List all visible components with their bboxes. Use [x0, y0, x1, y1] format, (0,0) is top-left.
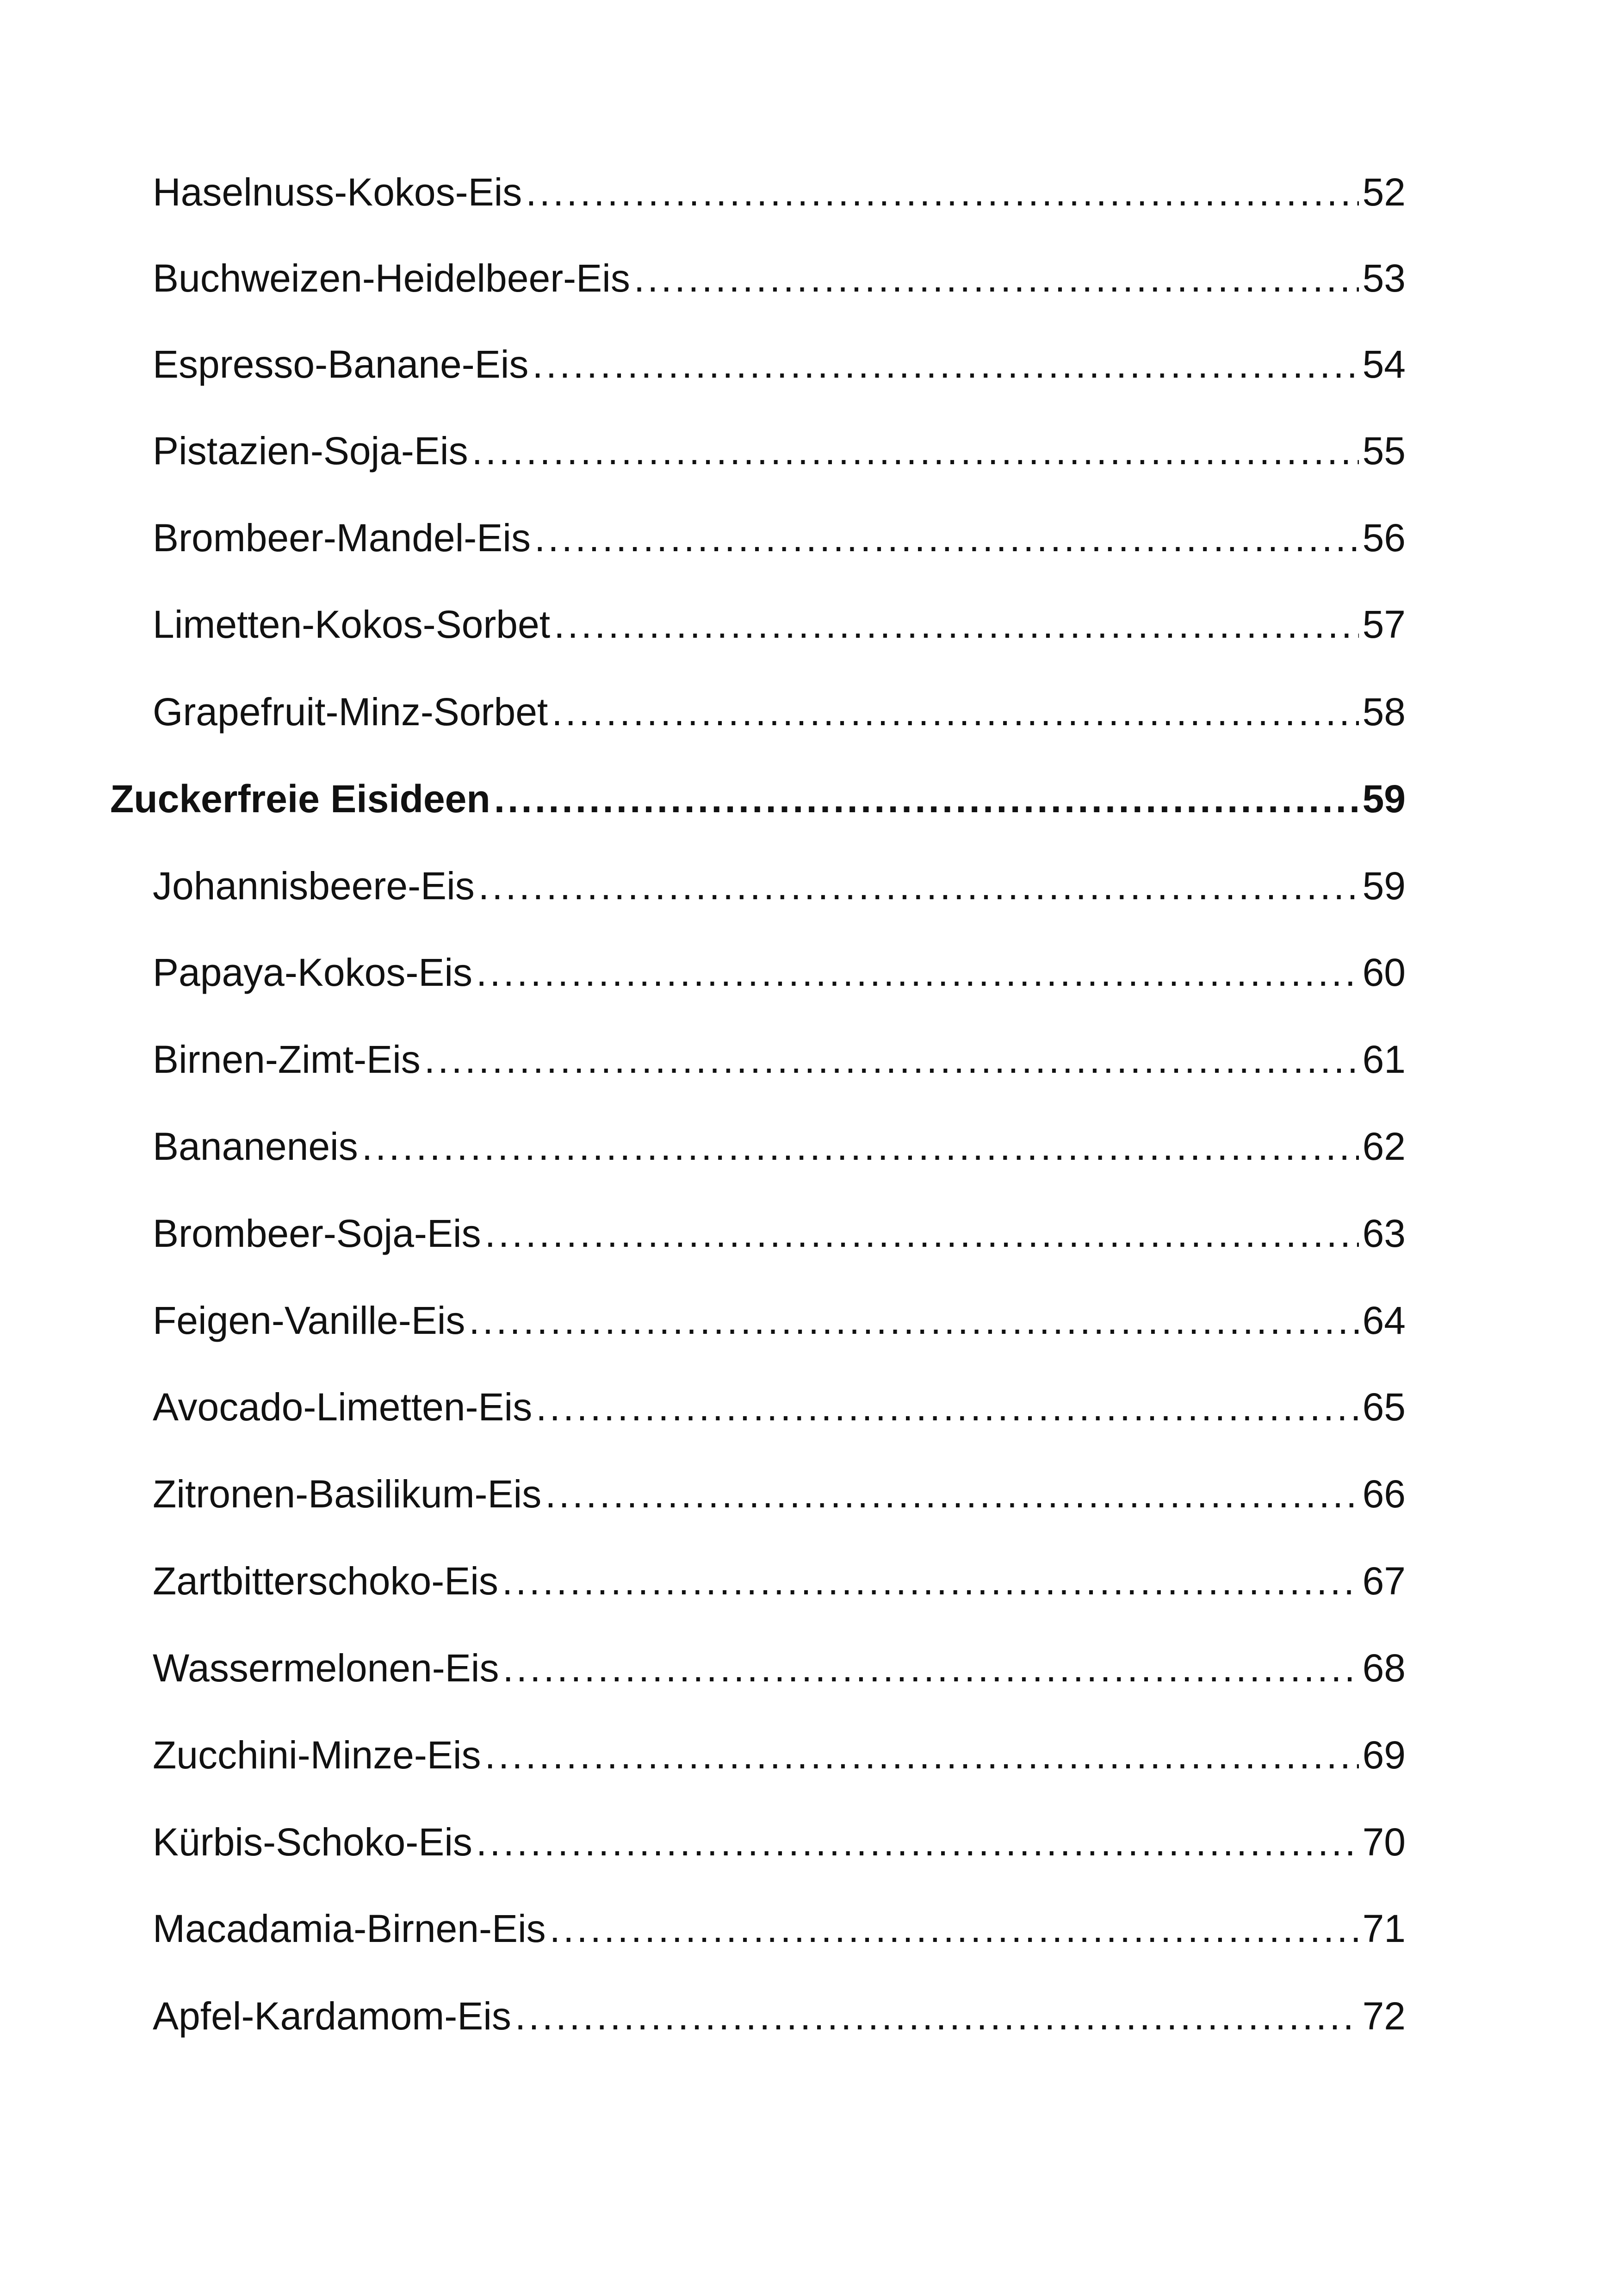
toc-entry-title: Brombeer-Mandel-Eis — [153, 516, 531, 560]
toc-entry[interactable] — [110, 1814, 1406, 1870]
dot-leader — [476, 1814, 1359, 1870]
toc-entry-page: 72 — [1362, 1994, 1406, 2038]
toc-entry-title: Haselnuss-Kokos-Eis — [153, 170, 522, 214]
dot-leader — [526, 164, 1358, 220]
toc-entry-title: Zucchini-Minze-Eis — [153, 1733, 481, 1777]
toc-entry-title: Avocado-Limetten-Eis — [153, 1385, 533, 1429]
toc-entry-page: 62 — [1362, 1125, 1406, 1168]
toc-entry-page: 56 — [1362, 516, 1406, 560]
dot-leader — [536, 1379, 1358, 1435]
toc-entry-page: 64 — [1362, 1299, 1406, 1342]
toc-entry[interactable] — [110, 1901, 1406, 1956]
toc-entry[interactable] — [110, 1988, 1406, 2044]
table-of-contents — [110, 0, 1406, 2296]
toc-entry[interactable] — [110, 336, 1406, 392]
toc-entry-title: Papaya-Kokos-Eis — [153, 951, 472, 994]
toc-entry[interactable] — [110, 1379, 1406, 1435]
dot-leader — [362, 1119, 1359, 1174]
toc-entry-page: 59 — [1362, 777, 1406, 821]
toc-entry-page: 58 — [1362, 690, 1406, 734]
toc-section-heading[interactable] — [110, 771, 1406, 827]
toc-entry[interactable] — [110, 1119, 1406, 1174]
toc-entry-title: Grapefruit-Minz-Sorbet — [153, 690, 548, 734]
dot-leader — [550, 1901, 1359, 1956]
dot-leader — [485, 1206, 1359, 1261]
dot-leader — [502, 1553, 1359, 1609]
toc-entry-page: 67 — [1362, 1559, 1406, 1603]
toc-entry-title: Feigen-Vanille-Eis — [153, 1299, 465, 1342]
toc-entry[interactable] — [110, 597, 1406, 652]
toc-entry[interactable] — [110, 510, 1406, 566]
toc-entry-title: Buchweizen-Heidelbeer-Eis — [153, 256, 630, 300]
toc-entry-title: Zartbitterschoko-Eis — [153, 1559, 498, 1603]
toc-entry[interactable] — [110, 1206, 1406, 1261]
toc-entry[interactable] — [110, 1032, 1406, 1087]
toc-entry-title: Espresso-Banane-Eis — [153, 342, 529, 386]
toc-entry[interactable] — [110, 250, 1406, 306]
toc-entry[interactable] — [110, 1466, 1406, 1522]
toc-entry-page: 59 — [1362, 864, 1406, 908]
toc-entry-title: Limetten-Kokos-Sorbet — [153, 603, 551, 646]
toc-entry-page: 70 — [1362, 1820, 1406, 1864]
toc-entry-page: 57 — [1362, 603, 1406, 646]
dot-leader — [532, 336, 1358, 392]
dot-leader — [478, 858, 1359, 914]
dot-leader — [469, 1293, 1358, 1348]
dot-leader — [634, 250, 1359, 306]
toc-entry-page: 65 — [1362, 1385, 1406, 1429]
toc-entry-title: Macadamia-Birnen-Eis — [153, 1907, 546, 1950]
toc-entry-page: 69 — [1362, 1733, 1406, 1777]
toc-entry-title: Bananeneis — [153, 1125, 358, 1168]
toc-entry[interactable] — [110, 1293, 1406, 1348]
dot-leader — [502, 1640, 1358, 1696]
toc-entry[interactable] — [110, 423, 1406, 479]
toc-entry[interactable] — [110, 1640, 1406, 1696]
dot-leader — [494, 771, 1359, 827]
toc-entry[interactable] — [110, 684, 1406, 740]
toc-entry-title: Kürbis-Schoko-Eis — [153, 1820, 472, 1864]
dot-leader — [485, 1727, 1359, 1783]
toc-entry-page: 66 — [1362, 1472, 1406, 1516]
toc-entry[interactable] — [110, 1553, 1406, 1609]
toc-entry-page: 52 — [1362, 170, 1406, 214]
toc-entry-title: Pistazien-Soja-Eis — [153, 429, 468, 473]
dot-leader — [476, 945, 1359, 1000]
toc-entry[interactable] — [110, 164, 1406, 220]
toc-entry-title: Zitronen-Basilikum-Eis — [153, 1472, 542, 1516]
toc-entry-title: Wassermelonen-Eis — [153, 1646, 499, 1690]
toc-entry-page: 61 — [1362, 1038, 1406, 1081]
dot-leader — [472, 423, 1359, 479]
toc-entry-title: Birnen-Zimt-Eis — [153, 1038, 421, 1081]
toc-entry-title: Apfel-Kardamom-Eis — [153, 1994, 511, 2038]
toc-entry[interactable] — [110, 1727, 1406, 1783]
toc-entry[interactable] — [110, 945, 1406, 1000]
toc-entry-title: Zuckerfreie Eisideen — [110, 777, 490, 821]
dot-leader — [534, 510, 1359, 566]
toc-entry-title: Brombeer-Soja-Eis — [153, 1212, 481, 1255]
toc-entry-page: 53 — [1362, 256, 1406, 300]
dot-leader — [554, 597, 1358, 652]
toc-entry-page: 54 — [1362, 342, 1406, 386]
dot-leader — [552, 684, 1358, 740]
toc-entry[interactable] — [110, 858, 1406, 914]
toc-entry-page: 60 — [1362, 951, 1406, 994]
toc-entry-page: 63 — [1362, 1212, 1406, 1255]
dot-leader — [424, 1032, 1359, 1087]
dot-leader — [515, 1988, 1359, 2044]
toc-entry-page: 55 — [1362, 429, 1406, 473]
toc-entry-page: 68 — [1362, 1646, 1406, 1690]
dot-leader — [545, 1466, 1358, 1522]
toc-entry-title: Johannisbeere-Eis — [153, 864, 475, 908]
toc-entry-page: 71 — [1362, 1907, 1406, 1950]
